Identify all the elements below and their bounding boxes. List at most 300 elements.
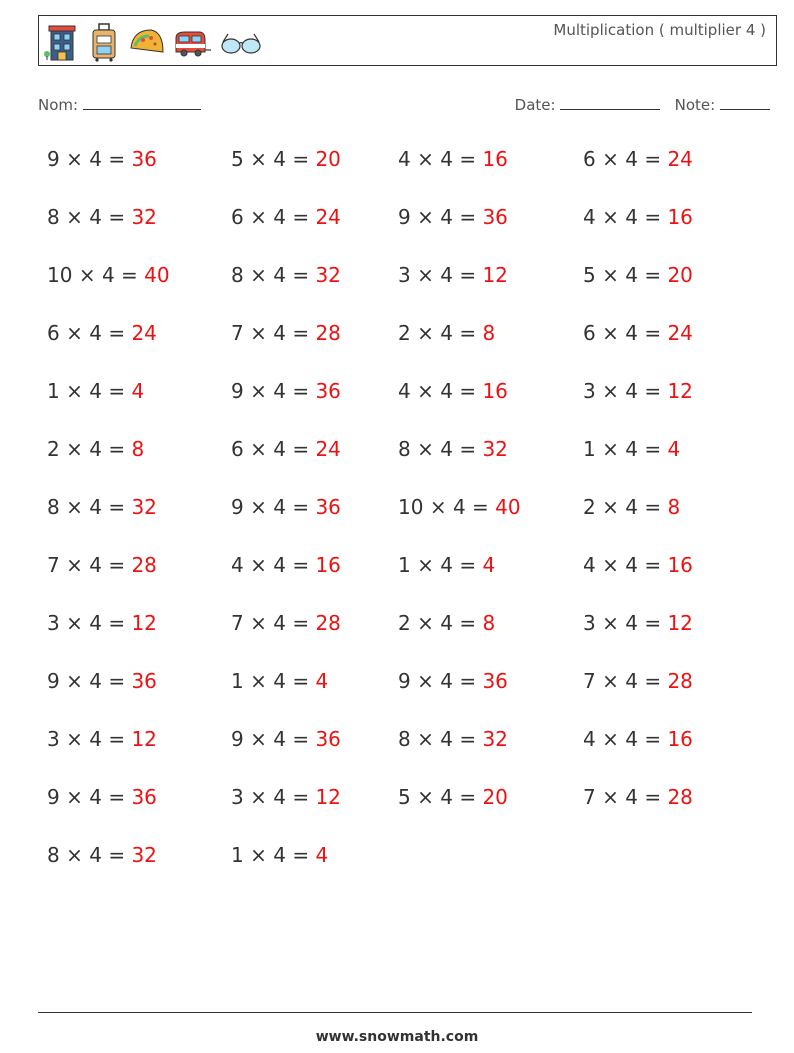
problem-item (398, 669, 508, 693)
times-symbol: × (250, 553, 267, 577)
times-symbol: × (417, 437, 434, 461)
times-symbol: × (417, 205, 434, 229)
times-symbol: × (417, 321, 434, 345)
equals-symbol: = (108, 437, 126, 461)
problem-item (231, 553, 341, 577)
problem-item (231, 379, 341, 403)
factor-a: 2 (398, 611, 411, 635)
times-symbol: × (66, 669, 83, 693)
answer: 4 (667, 437, 681, 461)
times-symbol: × (66, 205, 83, 229)
equals-symbol: = (459, 669, 477, 693)
problem-item (583, 321, 693, 345)
answer: 32 (131, 205, 157, 229)
answer: 36 (315, 379, 341, 403)
factor-b: 4 (440, 727, 453, 751)
equals-symbol: = (459, 263, 477, 287)
answer: 16 (315, 553, 341, 577)
times-symbol: × (417, 263, 434, 287)
times-symbol: × (417, 147, 434, 171)
problem-item (583, 611, 693, 635)
problem-item (231, 437, 341, 461)
equals-symbol: = (121, 263, 138, 287)
factor-a: 6 (231, 205, 244, 229)
problem-item (47, 379, 144, 403)
problem-item (398, 727, 508, 751)
answer: 20 (667, 263, 693, 287)
problem-item (47, 205, 157, 229)
factor-b: 4 (440, 553, 453, 577)
times-symbol: × (66, 727, 83, 751)
factor-a: 10 (398, 495, 424, 519)
equals-symbol: = (292, 263, 310, 287)
factor-a: 4 (398, 147, 411, 171)
factor-a: 9 (398, 669, 411, 693)
times-symbol: × (66, 785, 83, 809)
factor-b: 4 (273, 321, 286, 345)
answer: 16 (667, 727, 693, 751)
factor-b: 4 (89, 379, 102, 403)
factor-b: 4 (440, 321, 453, 345)
name-field (38, 95, 201, 114)
answer: 20 (315, 147, 341, 171)
name-blank[interactable] (83, 95, 201, 110)
equals-symbol: = (459, 205, 477, 229)
times-symbol: × (602, 379, 619, 403)
equals-symbol: = (292, 727, 310, 751)
answer: 4 (131, 379, 145, 403)
answer: 40 (495, 495, 521, 519)
factor-b: 4 (273, 785, 286, 809)
factor-b: 4 (273, 205, 286, 229)
problem-item (583, 785, 693, 809)
equals-symbol: = (472, 495, 489, 519)
times-symbol: × (417, 785, 434, 809)
factor-b: 4 (273, 669, 286, 693)
times-symbol: × (66, 321, 83, 345)
times-symbol: × (602, 147, 619, 171)
building-icon (43, 22, 81, 62)
problem-item (398, 321, 495, 345)
equals-symbol: = (292, 205, 310, 229)
factor-a: 3 (398, 263, 411, 287)
factor-a: 9 (398, 205, 411, 229)
equals-symbol: = (108, 843, 126, 867)
times-symbol: × (602, 263, 619, 287)
factor-a: 6 (231, 437, 244, 461)
answer: 8 (131, 437, 145, 461)
problem-item (47, 611, 157, 635)
factor-a: 1 (398, 553, 411, 577)
factor-a: 9 (231, 379, 244, 403)
problem-item (583, 669, 693, 693)
times-symbol: × (602, 611, 619, 635)
problem-item (398, 437, 508, 461)
answer: 12 (667, 611, 693, 635)
answer: 36 (315, 495, 341, 519)
answer: 12 (482, 263, 508, 287)
answer: 32 (131, 495, 157, 519)
factor-b: 4 (89, 321, 102, 345)
factor-b: 4 (625, 611, 638, 635)
equals-symbol: = (459, 379, 477, 403)
factor-b: 4 (440, 611, 453, 635)
factor-b: 4 (625, 495, 638, 519)
problem-item (398, 379, 508, 403)
factor-b: 4 (89, 205, 102, 229)
factor-b: 4 (440, 263, 453, 287)
times-symbol: × (250, 379, 267, 403)
equals-symbol: = (292, 669, 310, 693)
factor-a: 2 (398, 321, 411, 345)
factor-a: 1 (583, 437, 596, 461)
equals-symbol: = (108, 205, 126, 229)
factor-b: 4 (273, 379, 286, 403)
equals-symbol: = (292, 553, 310, 577)
answer: 16 (482, 147, 508, 171)
header-icons (43, 22, 263, 62)
factor-b: 4 (89, 553, 102, 577)
factor-a: 5 (231, 147, 244, 171)
equals-symbol: = (292, 379, 310, 403)
times-symbol: × (66, 379, 83, 403)
factor-b: 4 (440, 437, 453, 461)
note-blank[interactable] (720, 95, 770, 110)
equals-symbol: = (108, 321, 126, 345)
problem-item (231, 263, 341, 287)
factor-a: 5 (583, 263, 596, 287)
factor-b: 4 (89, 611, 102, 635)
times-symbol: × (602, 321, 619, 345)
times-symbol: × (66, 611, 83, 635)
answer: 28 (667, 785, 693, 809)
equals-symbol: = (292, 495, 310, 519)
answer: 24 (667, 147, 693, 171)
factor-b: 4 (440, 147, 453, 171)
factor-b: 4 (625, 669, 638, 693)
equals-symbol: = (644, 437, 662, 461)
factor-a: 7 (583, 669, 596, 693)
factor-b: 4 (452, 495, 466, 519)
problem-item (231, 611, 341, 635)
answer: 4 (315, 669, 329, 693)
date-label: Date: (514, 96, 556, 114)
factor-b: 4 (440, 205, 453, 229)
problem-item (47, 785, 157, 809)
problem-item (47, 495, 157, 519)
answer: 4 (315, 843, 329, 867)
factor-a: 3 (583, 379, 596, 403)
problem-item (47, 437, 144, 461)
worksheet-title: Multiplication ( multiplier 4 ) (553, 21, 766, 39)
answer: 28 (667, 669, 693, 693)
factor-b: 4 (273, 495, 286, 519)
answer: 24 (131, 321, 157, 345)
caravan-icon (173, 22, 213, 62)
factor-a: 4 (398, 379, 411, 403)
footer-url: www.snowmath.com (315, 1029, 479, 1045)
times-symbol: × (417, 727, 434, 751)
factor-a: 5 (398, 785, 411, 809)
times-symbol: × (417, 379, 434, 403)
times-symbol: × (250, 843, 267, 867)
equals-symbol: = (108, 611, 126, 635)
factor-b: 4 (273, 611, 286, 635)
equals-symbol: = (644, 785, 662, 809)
problem-item (231, 669, 328, 693)
times-symbol: × (417, 669, 434, 693)
equals-symbol: = (292, 785, 310, 809)
equals-symbol: = (108, 669, 126, 693)
times-symbol: × (250, 147, 267, 171)
suitcase-icon (87, 22, 121, 62)
taco-icon (127, 22, 167, 62)
problem-item (398, 147, 508, 171)
answer: 20 (482, 785, 508, 809)
factor-b: 4 (625, 379, 638, 403)
equals-symbol: = (459, 321, 477, 345)
factor-b: 4 (625, 437, 638, 461)
answer: 8 (667, 495, 681, 519)
times-symbol: × (66, 147, 83, 171)
answer: 28 (315, 321, 341, 345)
factor-a: 4 (583, 727, 596, 751)
factor-b: 4 (273, 437, 286, 461)
problem-item (583, 437, 680, 461)
factor-a: 1 (231, 843, 244, 867)
factor-b: 4 (625, 785, 638, 809)
factor-a: 3 (231, 785, 244, 809)
answer: 8 (482, 611, 496, 635)
factor-b: 4 (440, 669, 453, 693)
problem-item (47, 321, 157, 345)
answer: 36 (482, 669, 508, 693)
answer: 8 (482, 321, 496, 345)
factor-a: 8 (398, 437, 411, 461)
times-symbol: × (417, 553, 434, 577)
times-symbol: × (250, 495, 267, 519)
problem-item (231, 843, 328, 867)
equals-symbol: = (644, 727, 662, 751)
factor-a: 6 (583, 147, 596, 171)
problem-item (47, 727, 157, 751)
problem-item (583, 147, 693, 171)
times-symbol: × (602, 785, 619, 809)
factor-a: 1 (231, 669, 244, 693)
problem-item (583, 379, 693, 403)
answer: 32 (131, 843, 157, 867)
problem-item (231, 495, 341, 519)
problem-item (398, 495, 521, 519)
answer: 36 (315, 727, 341, 751)
glasses-icon (219, 22, 263, 62)
times-symbol: × (66, 437, 83, 461)
equals-symbol: = (108, 147, 126, 171)
answer: 32 (482, 727, 508, 751)
factor-a: 1 (47, 379, 60, 403)
factor-a: 8 (231, 263, 244, 287)
problem-item (47, 553, 157, 577)
factor-a: 8 (398, 727, 411, 751)
answer: 32 (482, 437, 508, 461)
factor-a: 9 (231, 495, 244, 519)
problem-item (583, 553, 693, 577)
factor-b: 4 (273, 263, 286, 287)
answer: 24 (315, 437, 341, 461)
factor-b: 4 (625, 727, 638, 751)
equals-symbol: = (644, 379, 662, 403)
answer: 16 (667, 205, 693, 229)
times-symbol: × (602, 669, 619, 693)
equals-symbol: = (459, 727, 477, 751)
answer: 28 (315, 611, 341, 635)
factor-a: 9 (47, 147, 60, 171)
answer: 12 (315, 785, 341, 809)
factor-a: 7 (47, 553, 60, 577)
times-symbol: × (250, 727, 267, 751)
problem-item (583, 727, 693, 751)
factor-a: 6 (583, 321, 596, 345)
answer: 24 (667, 321, 693, 345)
equals-symbol: = (292, 147, 310, 171)
factor-b: 4 (625, 147, 638, 171)
problem-item (231, 205, 341, 229)
factor-b: 4 (89, 785, 102, 809)
answer: 36 (131, 669, 157, 693)
factor-a: 3 (583, 611, 596, 635)
problem-item (398, 553, 495, 577)
times-symbol: × (250, 205, 267, 229)
factor-a: 2 (47, 437, 60, 461)
factor-b: 4 (89, 495, 102, 519)
factor-a: 8 (47, 495, 60, 519)
times-symbol: × (250, 437, 267, 461)
problem-item (398, 263, 508, 287)
problem-item (47, 147, 157, 171)
equals-symbol: = (292, 321, 310, 345)
problem-item (231, 785, 341, 809)
times-symbol: × (602, 205, 619, 229)
equals-symbol: = (644, 263, 662, 287)
problem-item (231, 321, 341, 345)
factor-a: 3 (47, 611, 60, 635)
times-symbol: × (66, 495, 83, 519)
equals-symbol: = (108, 379, 126, 403)
problem-item (398, 785, 508, 809)
equals-symbol: = (644, 553, 662, 577)
equals-symbol: = (108, 785, 126, 809)
factor-a: 7 (231, 321, 244, 345)
times-symbol: × (250, 263, 267, 287)
equals-symbol: = (644, 611, 662, 635)
problem-item (231, 727, 341, 751)
problem-item (47, 843, 157, 867)
answer: 36 (131, 785, 157, 809)
factor-a: 4 (583, 553, 596, 577)
problem-item (231, 147, 341, 171)
factor-b: 4 (273, 727, 286, 751)
equals-symbol: = (644, 205, 662, 229)
answer: 16 (482, 379, 508, 403)
answer: 24 (315, 205, 341, 229)
factor-a: 7 (231, 611, 244, 635)
factor-a: 9 (231, 727, 244, 751)
factor-a: 9 (47, 669, 60, 693)
equals-symbol: = (644, 495, 662, 519)
times-symbol: × (250, 321, 267, 345)
times-symbol: × (417, 611, 434, 635)
problem-item (583, 495, 680, 519)
times-symbol: × (78, 263, 96, 287)
factor-b: 4 (440, 785, 453, 809)
factor-b: 4 (625, 321, 638, 345)
times-symbol: × (250, 669, 267, 693)
answer: 28 (131, 553, 157, 577)
equals-symbol: = (459, 437, 477, 461)
equals-symbol: = (292, 611, 310, 635)
factor-b: 4 (625, 263, 638, 287)
factor-b: 4 (625, 553, 638, 577)
factor-b: 4 (440, 379, 453, 403)
equals-symbol: = (459, 785, 477, 809)
equals-symbol: = (644, 147, 662, 171)
answer: 32 (315, 263, 341, 287)
note-label: Note: (674, 96, 716, 114)
factor-a: 8 (47, 205, 60, 229)
times-symbol: × (429, 495, 447, 519)
factor-a: 8 (47, 843, 60, 867)
problem-item (47, 263, 170, 287)
factor-a: 9 (47, 785, 60, 809)
factor-a: 6 (47, 321, 60, 345)
equals-symbol: = (459, 553, 477, 577)
answer: 4 (482, 553, 496, 577)
times-symbol: × (66, 843, 83, 867)
times-symbol: × (66, 553, 83, 577)
times-symbol: × (602, 553, 619, 577)
answer: 12 (131, 611, 157, 635)
equals-symbol: = (459, 147, 477, 171)
times-symbol: × (602, 495, 619, 519)
factor-b: 4 (89, 437, 102, 461)
factor-b: 4 (89, 843, 102, 867)
factor-a: 10 (47, 263, 73, 287)
answer: 36 (131, 147, 157, 171)
factor-b: 4 (273, 147, 286, 171)
date-blank[interactable] (560, 95, 660, 110)
factor-b: 4 (273, 553, 286, 577)
answer: 12 (667, 379, 693, 403)
factor-a: 4 (231, 553, 244, 577)
problem-item (398, 611, 495, 635)
factor-a: 3 (47, 727, 60, 751)
times-symbol: × (250, 611, 267, 635)
name-label: Nom: (38, 96, 79, 114)
times-symbol: × (602, 727, 619, 751)
answer: 36 (482, 205, 508, 229)
factor-b: 4 (625, 205, 638, 229)
equals-symbol: = (108, 553, 126, 577)
problem-item (47, 669, 157, 693)
equals-symbol: = (292, 843, 310, 867)
factor-a: 4 (583, 205, 596, 229)
footer-divider (38, 1012, 752, 1013)
equals-symbol: = (644, 321, 662, 345)
times-symbol: × (602, 437, 619, 461)
factor-b: 4 (101, 263, 115, 287)
answer: 12 (131, 727, 157, 751)
times-symbol: × (250, 785, 267, 809)
